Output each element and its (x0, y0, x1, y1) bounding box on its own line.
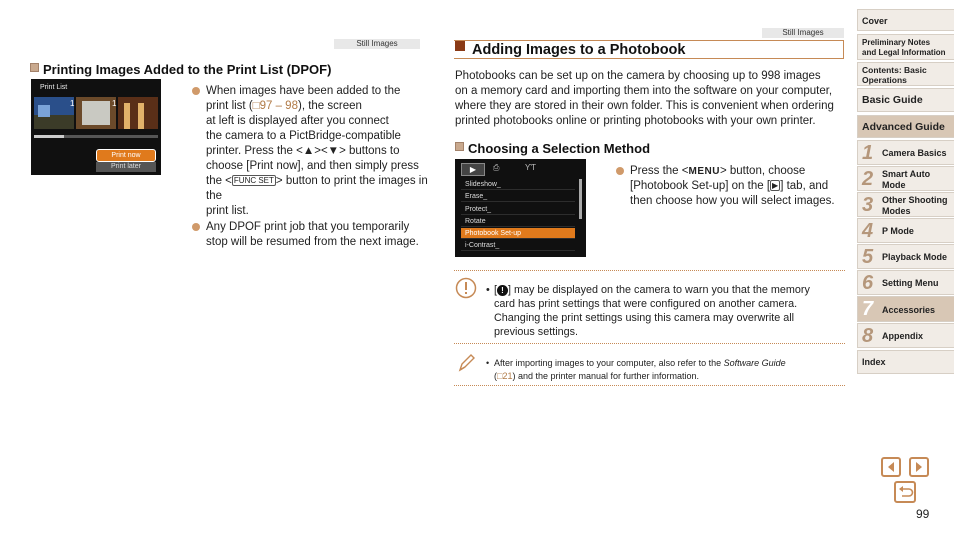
step-text (616, 164, 846, 209)
sidebar-item-basic-guide[interactable]: Basic Guide (857, 88, 954, 112)
sidebar-chapter-6[interactable]: 6 Setting Menu (857, 270, 954, 295)
caution-icon (455, 277, 477, 299)
section-heading: Printing Images Added to the Print List (DPOF) (30, 62, 331, 77)
instructions (192, 84, 428, 250)
print-tab-icon[interactable]: ⎙ (493, 163, 500, 172)
arrow-right-icon (911, 459, 927, 475)
menu-button-label: MENU (688, 166, 720, 177)
print-later-button[interactable]: Print later (96, 162, 156, 172)
intro-paragraph: Photobooks can be set up on the camera by choosing up to 998 images on a memory card and importing them into the software on your computer, where they are stored in their own folder. This is convenient when ordering printed photobooks online or printing photobooks with your own printer. (455, 70, 834, 127)
sidebar-item-index[interactable]: Index (857, 350, 954, 374)
sidebar-chapter-1[interactable]: 1 Camera Basics (857, 140, 954, 165)
playback-icon: ▶ (772, 181, 779, 190)
menu-item-slideshow[interactable]: Slideshow_ (461, 179, 575, 190)
sidebar-item-advanced-guide[interactable]: Advanced Guide (857, 115, 954, 138)
subsection-heading: Choosing a Selection Method (455, 141, 650, 156)
print-list-screen (31, 79, 161, 175)
arrow-left-icon (883, 459, 899, 475)
return-icon (896, 483, 914, 501)
return-button[interactable] (894, 481, 916, 503)
page-link-21[interactable]: □21 (497, 371, 513, 381)
page-number: 99 (916, 507, 930, 521)
func-set-icon: FUNC SET (233, 176, 274, 185)
sidebar-item-preliminary[interactable]: Preliminary Notes and Legal Information (857, 34, 954, 60)
down-arrow-icon: ▼ (327, 145, 340, 157)
menu-item-protect[interactable]: Protect_ (461, 204, 575, 215)
page-title: Adding Images to a Photobook (472, 42, 686, 58)
thumb-count-2: 1 (112, 99, 117, 108)
sidebar-item-cover[interactable]: Cover (857, 9, 954, 31)
sidebar-chapter-5[interactable]: 5 Playback Mode (857, 244, 954, 269)
menu-item-icontrast[interactable]: i-Contrast_ (461, 240, 575, 251)
sidebar-chapter-2[interactable]: 2 Smart Auto Mode (857, 166, 954, 191)
still-images-tag: Still Images (762, 28, 844, 38)
sidebar-chapter-8[interactable]: 8 Appendix (857, 323, 954, 348)
menu-item-rotate[interactable]: Rotate (461, 216, 575, 227)
settings-tab-icon[interactable]: ƳƬ (525, 163, 537, 172)
caution-text: • [ ! ] may be displayed on the camera to warn you that the memory card has print settings that were configured on another camera. Changing the print settings using this camera may overwrite all previous settings. (486, 284, 810, 338)
menu-scrollbar[interactable] (579, 179, 582, 219)
list-item: When images have been added to the print list (□97 – 98), the screen at left is displayed after you connect the camera to a PictBridge-compatible printer. Press the <▲><▼> buttons to choose [Print now], and then simply press the < FUNC SET > button to print the images in the print list. (192, 84, 428, 219)
still-images-tag: Still Images (334, 39, 420, 49)
note-text: • After importing images to your computer, also refer to the Software Guide (□21) and the printer manual for further information. (486, 358, 786, 381)
screen-title: Print List (40, 84, 68, 91)
thumbnails (34, 97, 158, 129)
sidebar-chapter-4[interactable]: 4 P Mode (857, 218, 954, 243)
title-box (454, 40, 844, 59)
print-now-button[interactable]: Print now (96, 149, 156, 162)
warning-icon: ! (497, 285, 508, 296)
list-item: Press the <MENU> button, choose [Photobook Set-up] on the [ ▶ ] tab, and then choose how you will select images. (616, 164, 846, 209)
menu-item-erase[interactable]: Erase_ (461, 191, 575, 202)
pencil-icon (456, 352, 476, 374)
section-marker (30, 63, 39, 72)
previous-page-button[interactable] (881, 457, 901, 477)
up-arrow-icon: ▲ (302, 145, 315, 157)
sidebar-chapter-3[interactable]: 3 Other Shooting Modes (857, 192, 954, 217)
sidebar-chapter-7[interactable]: 7 Accessories (857, 296, 954, 322)
title-marker (455, 41, 465, 51)
page-link-97-98[interactable]: □97 – 98 (252, 100, 298, 112)
list-item: Any DPOF print job that you temporarily stop will be resumed from the next image. (192, 220, 428, 250)
sidebar-item-contents[interactable]: Contents: Basic Operations (857, 62, 954, 86)
scrollbar (34, 135, 158, 138)
thumb-count-1: 1 (70, 99, 75, 108)
menu-screen (455, 159, 586, 257)
playback-tab-icon[interactable]: ▶ (461, 163, 485, 176)
menu-item-photobook-setup[interactable]: Photobook Set-up (461, 228, 575, 239)
section-marker (455, 142, 464, 151)
next-page-button[interactable] (909, 457, 929, 477)
